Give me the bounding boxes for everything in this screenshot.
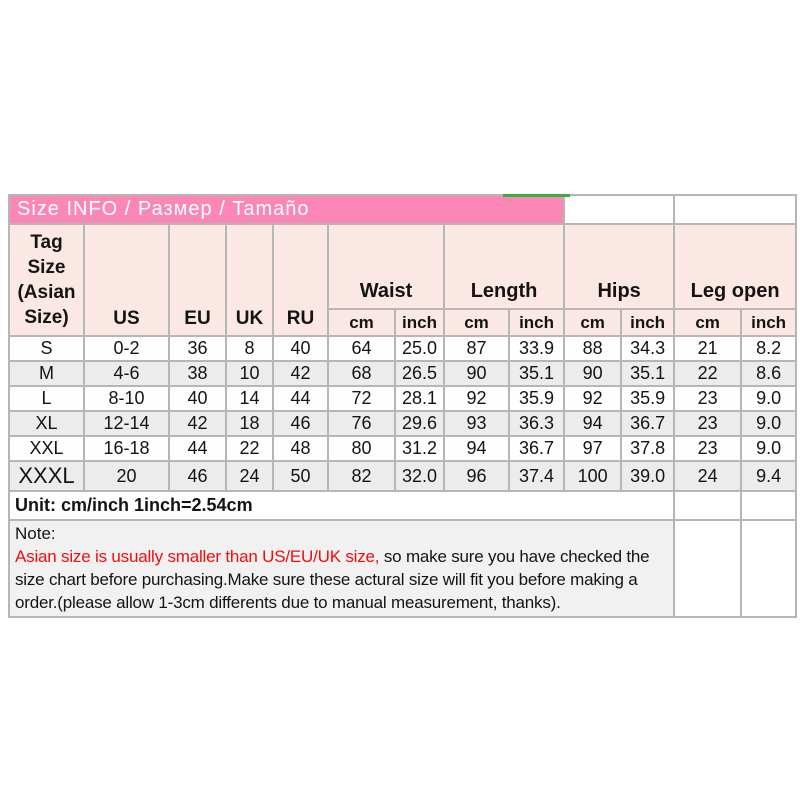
cell: 76 bbox=[328, 411, 395, 436]
note-block bbox=[9, 520, 674, 617]
cell: 82 bbox=[328, 461, 395, 491]
cell: 36.3 bbox=[509, 411, 564, 436]
cell: 35.1 bbox=[509, 361, 564, 386]
table-row-xl bbox=[9, 411, 796, 436]
table-row-xxxl bbox=[9, 461, 796, 491]
cell: 100 bbox=[564, 461, 621, 491]
cell: 35.1 bbox=[621, 361, 674, 386]
col-header-us: US bbox=[84, 224, 169, 336]
col-header-uk: UK bbox=[226, 224, 273, 336]
cell: 46 bbox=[273, 411, 328, 436]
cell: 38 bbox=[169, 361, 226, 386]
cell: 28.1 bbox=[395, 386, 444, 411]
group-header-leg-open: Leg open bbox=[674, 224, 796, 309]
cell: 96 bbox=[444, 461, 509, 491]
subheader-length-cm: cm bbox=[444, 309, 509, 336]
cell: 9.0 bbox=[741, 386, 796, 411]
size-chart bbox=[8, 194, 795, 618]
cell: 40 bbox=[273, 336, 328, 361]
cell: 22 bbox=[226, 436, 273, 461]
cell: 26.5 bbox=[395, 361, 444, 386]
cell: 20 bbox=[84, 461, 169, 491]
group-header-hips: Hips bbox=[564, 224, 674, 309]
cell: 23 bbox=[674, 436, 741, 461]
cell: 24 bbox=[674, 461, 741, 491]
subheader-hips-cm: cm bbox=[564, 309, 621, 336]
subheader-length-inch: inch bbox=[509, 309, 564, 336]
cell: 39.0 bbox=[621, 461, 674, 491]
cell: 44 bbox=[273, 386, 328, 411]
cell: 46 bbox=[169, 461, 226, 491]
cell: 4-6 bbox=[84, 361, 169, 386]
cell: 35.9 bbox=[621, 386, 674, 411]
group-header-length: Length bbox=[444, 224, 564, 309]
cell: 24 bbox=[226, 461, 273, 491]
cell: 9.0 bbox=[741, 411, 796, 436]
cell: S bbox=[9, 336, 84, 361]
cell: 8.6 bbox=[741, 361, 796, 386]
note-text bbox=[15, 545, 669, 614]
empty-cell bbox=[674, 520, 741, 617]
empty-cell bbox=[741, 520, 796, 617]
unit-row bbox=[9, 491, 796, 520]
cell: 64 bbox=[328, 336, 395, 361]
subheader-leg-inch: inch bbox=[741, 309, 796, 336]
cell: 21 bbox=[674, 336, 741, 361]
empty-cell bbox=[741, 491, 796, 520]
cell: 68 bbox=[328, 361, 395, 386]
table-row-xxl bbox=[9, 436, 796, 461]
cell: 18 bbox=[226, 411, 273, 436]
cell: 94 bbox=[444, 436, 509, 461]
cell: 44 bbox=[169, 436, 226, 461]
cell: 72 bbox=[328, 386, 395, 411]
cell: 90 bbox=[444, 361, 509, 386]
cell: 87 bbox=[444, 336, 509, 361]
cell: 92 bbox=[444, 386, 509, 411]
cell: 80 bbox=[328, 436, 395, 461]
subheader-waist-cm: cm bbox=[328, 309, 395, 336]
note-row bbox=[9, 520, 796, 617]
tag-size-header: Tag Size (Asian Size) bbox=[9, 224, 84, 336]
cell: 23 bbox=[674, 386, 741, 411]
cell: 40 bbox=[169, 386, 226, 411]
cell: 50 bbox=[273, 461, 328, 491]
size-chart-table bbox=[8, 194, 797, 618]
note-text-black: so make sure you have checked the size chart before purchasing.Make sure these actural size will fit you before making a order.(please allow 1-3cm differents due to manual measurement, thanks). bbox=[15, 547, 650, 612]
empty-cell bbox=[674, 491, 741, 520]
cell: 35.9 bbox=[509, 386, 564, 411]
unit-line: Unit: cm/inch 1inch=2.54cm bbox=[9, 491, 674, 520]
cell: 8-10 bbox=[84, 386, 169, 411]
subheader-hips-inch: inch bbox=[621, 309, 674, 336]
cell: 10 bbox=[226, 361, 273, 386]
cell: XXL bbox=[9, 436, 84, 461]
col-header-ru: RU bbox=[273, 224, 328, 336]
cell: 36 bbox=[169, 336, 226, 361]
header-group-row bbox=[9, 224, 796, 309]
cell: 92 bbox=[564, 386, 621, 411]
table-row-l bbox=[9, 386, 796, 411]
cell: 31.2 bbox=[395, 436, 444, 461]
cell: 9.0 bbox=[741, 436, 796, 461]
table-title: Size INFO / Размер / Tamaño bbox=[9, 195, 564, 224]
cell: 37.8 bbox=[621, 436, 674, 461]
cell: 8 bbox=[226, 336, 273, 361]
cell: M bbox=[9, 361, 84, 386]
group-header-waist: Waist bbox=[328, 224, 444, 309]
cell: 23 bbox=[674, 411, 741, 436]
subheader-waist-inch: inch bbox=[395, 309, 444, 336]
cell: 12-14 bbox=[84, 411, 169, 436]
cell: 37.4 bbox=[509, 461, 564, 491]
cell: 32.0 bbox=[395, 461, 444, 491]
note-text-red: Asian size is usually smaller than US/EU/UK size, bbox=[15, 547, 380, 566]
cell: 34.3 bbox=[621, 336, 674, 361]
cell: 36.7 bbox=[621, 411, 674, 436]
empty-cell bbox=[564, 195, 674, 224]
cell: 29.6 bbox=[395, 411, 444, 436]
subheader-leg-cm: cm bbox=[674, 309, 741, 336]
title-row bbox=[9, 195, 796, 224]
table-row-m bbox=[9, 361, 796, 386]
cell: 36.7 bbox=[509, 436, 564, 461]
cell: 8.2 bbox=[741, 336, 796, 361]
cell: XXXL bbox=[9, 461, 84, 491]
cell: 14 bbox=[226, 386, 273, 411]
cell: 93 bbox=[444, 411, 509, 436]
cell: 42 bbox=[273, 361, 328, 386]
cell: 90 bbox=[564, 361, 621, 386]
empty-cell bbox=[674, 195, 796, 224]
table-row-s bbox=[9, 336, 796, 361]
green-accent-mark bbox=[503, 194, 570, 197]
cell: 97 bbox=[564, 436, 621, 461]
cell: 22 bbox=[674, 361, 741, 386]
cell: L bbox=[9, 386, 84, 411]
cell: 94 bbox=[564, 411, 621, 436]
cell: 0-2 bbox=[84, 336, 169, 361]
cell: 33.9 bbox=[509, 336, 564, 361]
cell: 9.4 bbox=[741, 461, 796, 491]
cell: 16-18 bbox=[84, 436, 169, 461]
cell: 48 bbox=[273, 436, 328, 461]
note-label: Note: bbox=[15, 524, 56, 543]
col-header-eu: EU bbox=[169, 224, 226, 336]
cell: 25.0 bbox=[395, 336, 444, 361]
cell: 42 bbox=[169, 411, 226, 436]
cell: XL bbox=[9, 411, 84, 436]
cell: 88 bbox=[564, 336, 621, 361]
